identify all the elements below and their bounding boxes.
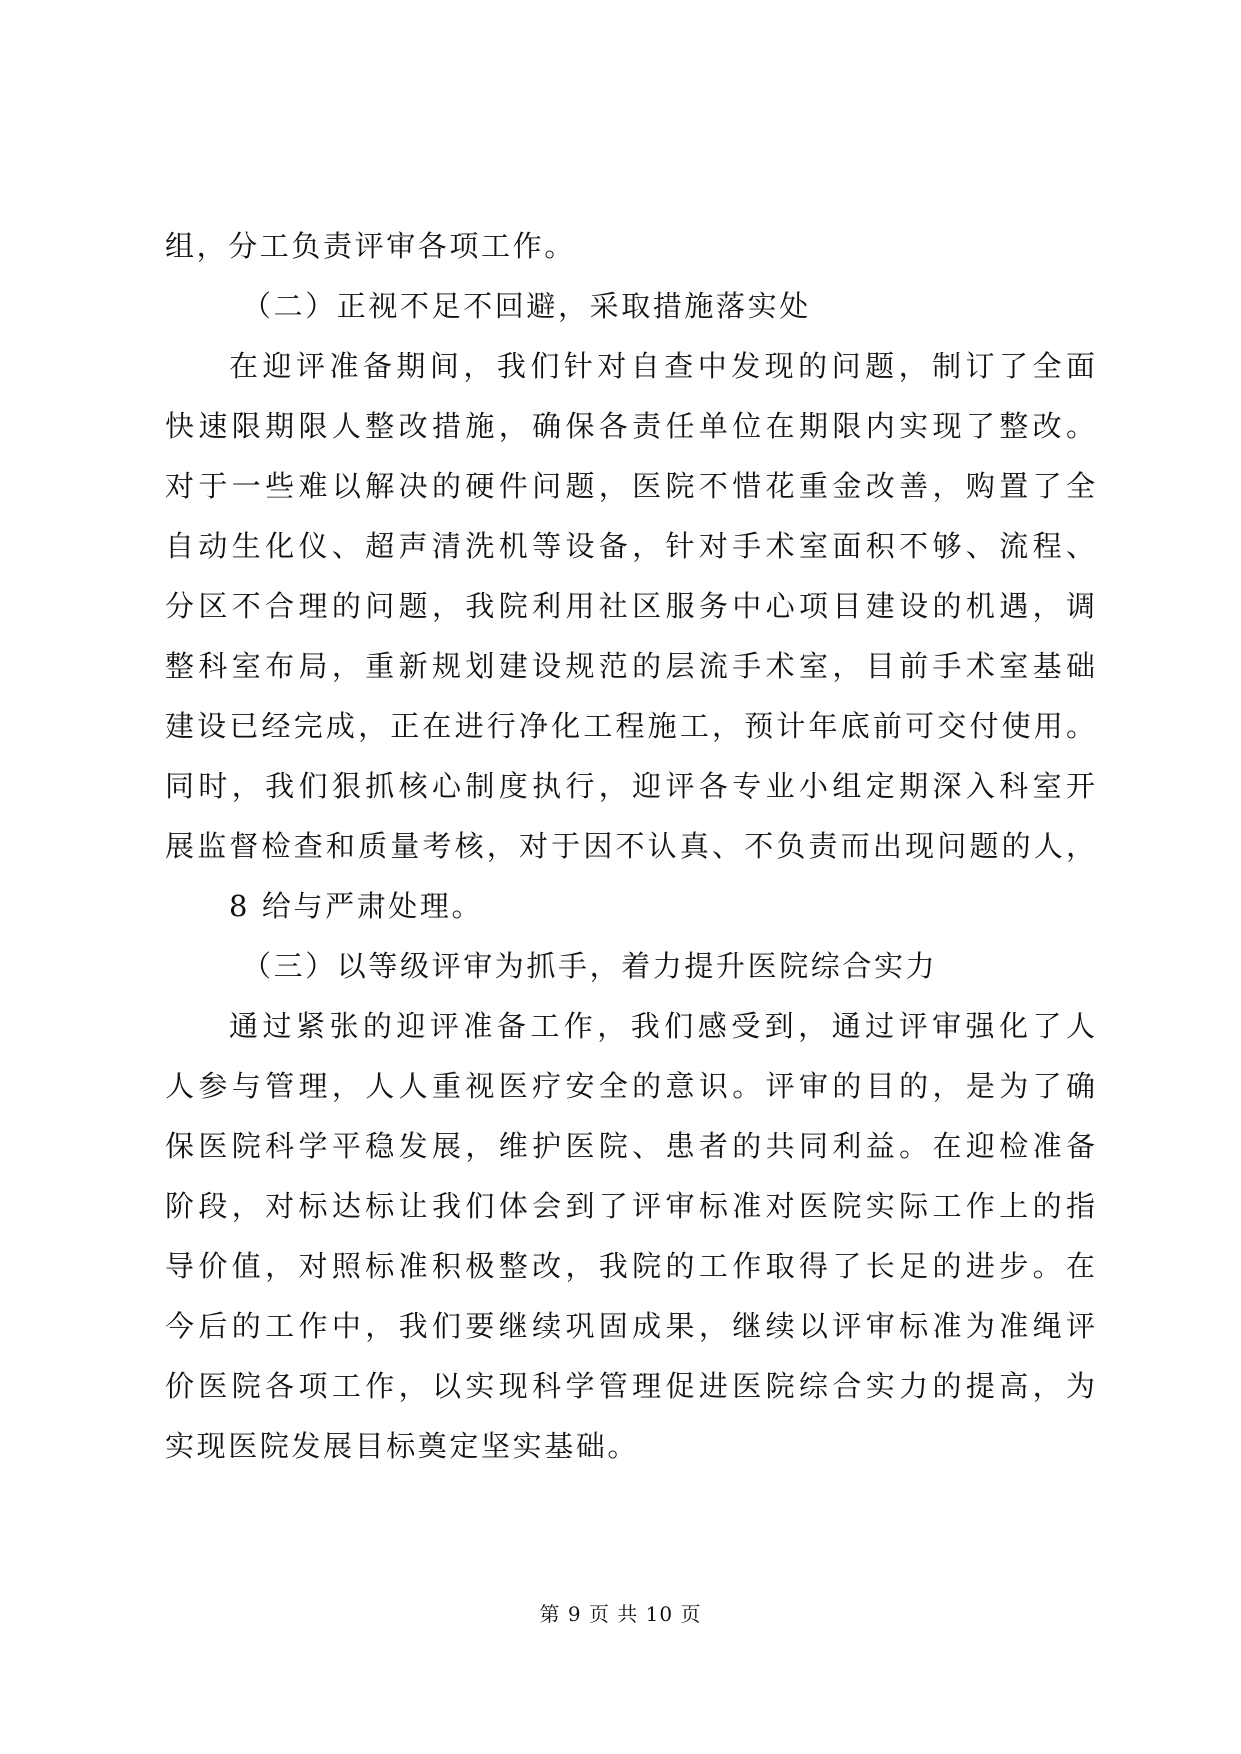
- paragraph-line: 同时，我们狠抓核心制度执行，迎评各专业小组定期深入科室开: [165, 769, 1095, 803]
- paragraph-line: 阶段，对标达标让我们体会到了评审标准对医院实际工作上的指: [165, 1189, 1095, 1223]
- paragraph-line: 组，分工负责评审各项工作。: [165, 229, 576, 263]
- paragraph-line: 人参与管理，人人重视医疗安全的意识。评审的目的，是为了确: [165, 1069, 1095, 1103]
- paragraph-line: 今后的工作中，我们要继续巩固成果，继续以评审标准为准绳评: [165, 1309, 1095, 1343]
- paragraph-line: 导价值，对照标准积极整改，我院的工作取得了长足的进步。在: [165, 1249, 1095, 1283]
- paragraph-line: 分区不合理的问题，我院利用社区服务中心项目建设的机遇，调: [165, 589, 1095, 623]
- paragraph-line: 8 给与严肃处理。: [229, 889, 484, 923]
- section-heading: （二）正视不足不回避，采取措施落实处: [242, 289, 811, 323]
- paragraph-line: 通过紧张的迎评准备工作，我们感受到，通过评审强化了人: [229, 1009, 1095, 1043]
- paragraph-line: 展监督检查和质量考核，对于因不认真、不负责而出现问题的人，: [165, 829, 1095, 863]
- section-heading: （三）以等级评审为抓手，着力提升医院综合实力: [242, 949, 938, 983]
- paragraph-line: 自动生化仪、超声清洗机等设备，针对手术室面积不够、流程、: [165, 529, 1095, 563]
- paragraph-line: 实现医院发展目标奠定坚实基础。: [165, 1429, 640, 1463]
- paragraph-line: 价医院各项工作，以实现科学管理促进医院综合实力的提高，为: [165, 1369, 1095, 1403]
- paragraph-line: 对于一些难以解决的硬件问题，医院不惜花重金改善，购置了全: [165, 469, 1095, 503]
- paragraph-line: 建设已经完成，正在进行净化工程施工，预计年底前可交付使用。: [165, 709, 1095, 743]
- page-number-footer: 第 9 页 共 10 页: [539, 1602, 702, 1626]
- paragraph-line: 保医院科学平稳发展，维护医院、患者的共同利益。在迎检准备: [165, 1129, 1095, 1163]
- paragraph-line: 整科室布局，重新规划建设规范的层流手术室，目前手术室基础: [165, 649, 1095, 683]
- document-body: [165, 216, 1095, 1476]
- paragraph-line: 快速限期限人整改措施，确保各责任单位在期限内实现了整改。: [165, 409, 1095, 443]
- paragraph-line: 在迎评准备期间，我们针对自查中发现的问题，制订了全面: [229, 349, 1095, 383]
